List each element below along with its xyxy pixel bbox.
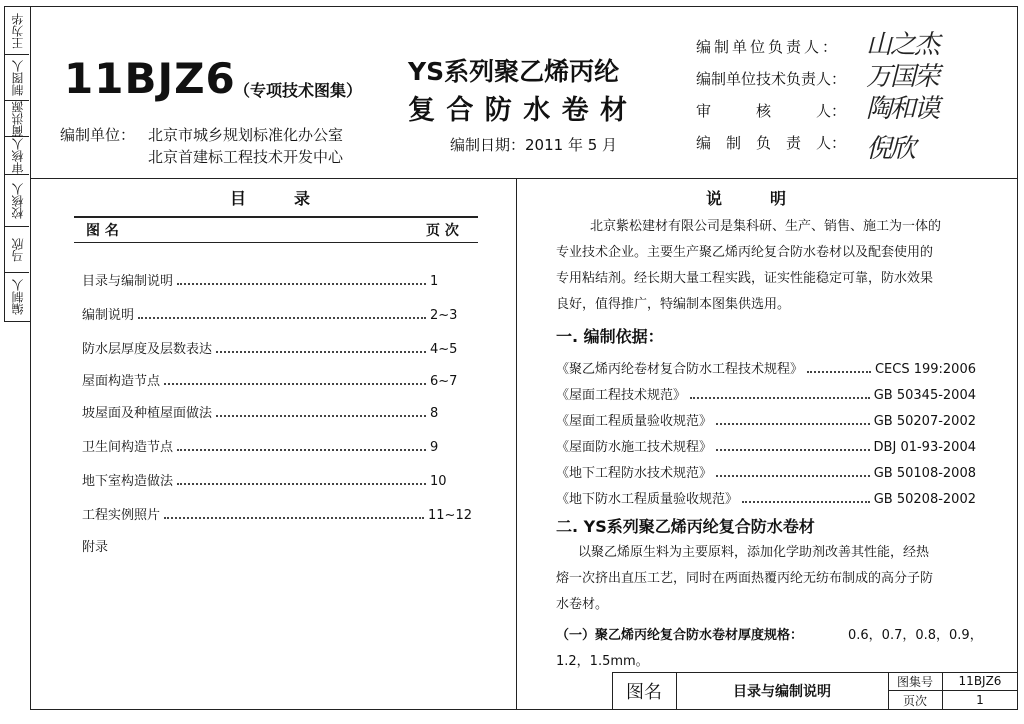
atlas-number-label: 图集号 <box>896 674 933 689</box>
title-block-name: 目录与编制说明 <box>733 684 831 700</box>
sidebar-cell: 审核人 <box>5 137 29 175</box>
toc-col-name: 图 名 <box>86 223 119 239</box>
page-number-value: 1 <box>976 693 984 707</box>
intro-line: 北京紫松建材有限公司是集科研、生产、销售、施工为一体的 <box>590 219 942 234</box>
atlas-number-value: 11BJZ6 <box>958 674 1002 688</box>
toc-item[interactable]: 防水层厚度及层数表达 4~5 <box>82 342 458 357</box>
sidebar-cell: 编制人 <box>10 279 25 315</box>
intro-line: 良好，值得推广，特编制本图集供选用。 <box>556 297 791 312</box>
signature: 万国荣 <box>866 62 939 92</box>
toc-item[interactable]: 屋面构造节点 6~7 <box>82 374 458 389</box>
toc-item[interactable]: 工程实例照片 11~12 <box>82 508 472 523</box>
notes-title: 说 明 <box>706 189 787 208</box>
section2-line: 水卷材。 <box>556 597 609 612</box>
title-block-label: 图名 <box>626 682 662 703</box>
standard-item: 《屋面工程技术规范》 GB 50345-2004 <box>556 388 976 403</box>
toc-item[interactable]: 坡屋面及种植屋面做法 8 <box>82 406 439 421</box>
toc-title: 目 录 <box>230 189 311 208</box>
role-label: 审 核 人： <box>696 102 847 120</box>
atlas-title-line1: YS系列聚乙烯丙纶 <box>408 57 620 86</box>
standard-item: 《屋面防水施工技术规程》 DBJ 01-93-2004 <box>556 440 976 455</box>
compile-date: 编制日期：2011 年 5 月 <box>450 136 618 154</box>
role-label: 编制单位负责人： <box>696 38 841 56</box>
sidebar-cell: 校核人 <box>5 175 29 227</box>
sign-off-sidebar <box>4 6 30 322</box>
standard-item: 《屋面工程质量验收规范》 GB 50207-2002 <box>556 414 976 429</box>
toc-header-bottom-rule <box>74 242 478 243</box>
intro-line: 专用粘结剂。经长期大量工程实践，证实性能稳定可靠，防水效果 <box>556 271 934 286</box>
role-label: 编制单位技术负责人： <box>696 70 847 88</box>
atlas-code-note: （专项技术图集） <box>234 81 363 100</box>
standard-item: 《聚乙烯丙纶卷材复合防水工程技术规程》 CECS 199:2006 <box>556 362 976 377</box>
section2-line: 熔一次挤出直压工艺，同时在两面热覆丙纶无纺布制成的高分子防 <box>556 571 934 586</box>
toc-item[interactable]: 目录与编制说明 1 <box>82 274 439 289</box>
section-heading: 二. YS系列聚乙烯丙纶复合防水卷材 <box>556 517 815 536</box>
thickness-spec-label: （一）聚乙烯丙纶复合防水卷材厚度规格： <box>556 628 804 643</box>
toc-item[interactable]: 编制说明 2~3 <box>82 308 458 323</box>
role-label: 编 制 负 责 人： <box>696 134 847 152</box>
page-number-label: 页次 <box>902 693 927 708</box>
atlas-code: 11BJZ6 <box>64 54 236 103</box>
header-divider <box>30 178 1018 179</box>
signature: 陶和谟 <box>866 94 939 124</box>
sidebar-cell: 王为华 <box>5 7 29 55</box>
signature: 山之杰 <box>866 30 939 60</box>
toc-item[interactable]: 地下室构造做法 10 <box>82 474 447 489</box>
toc-appendix: 附录 <box>82 540 109 555</box>
thickness-spec-value: 0.6，0.7，0.8，0.9， <box>848 628 983 643</box>
sidebar-cell: 制图人 <box>5 55 29 101</box>
column-divider <box>516 178 517 710</box>
org-name-2: 北京首建标工程技术开发中心 <box>148 148 344 166</box>
standard-item: 《地下防水工程质量验收规范》 GB 50208-2002 <box>556 492 976 507</box>
intro-line: 专业技术企业。主要生产聚乙烯丙纶复合防水卷材以及配套使用的 <box>556 245 934 260</box>
org-name-1: 北京市城乡规划标准化办公室 <box>148 126 344 144</box>
sidebar-cell: 马欣 <box>5 227 29 273</box>
signature: 倪欣 <box>866 134 915 164</box>
toc-col-page: 页 次 <box>426 223 459 239</box>
section-heading: 一. 编制依据： <box>556 327 664 346</box>
section2-line: 以聚乙烯原生料为主要原料，添加化学助剂改善其性能，经热 <box>578 545 930 560</box>
standard-item: 《地下工程防水技术规范》 GB 50108-2008 <box>556 466 976 481</box>
toc-item[interactable]: 卫生间构造节点 9 <box>82 440 439 455</box>
atlas-title-line2: 复 合 防 水 卷 材 <box>408 95 628 126</box>
thickness-spec-value-2: 1.2，1.5mm。 <box>556 654 649 669</box>
toc-header-top-rule <box>74 216 478 218</box>
sidebar-cell: 蔺洪源 <box>5 101 29 137</box>
org-label: 编制单位： <box>60 126 136 144</box>
